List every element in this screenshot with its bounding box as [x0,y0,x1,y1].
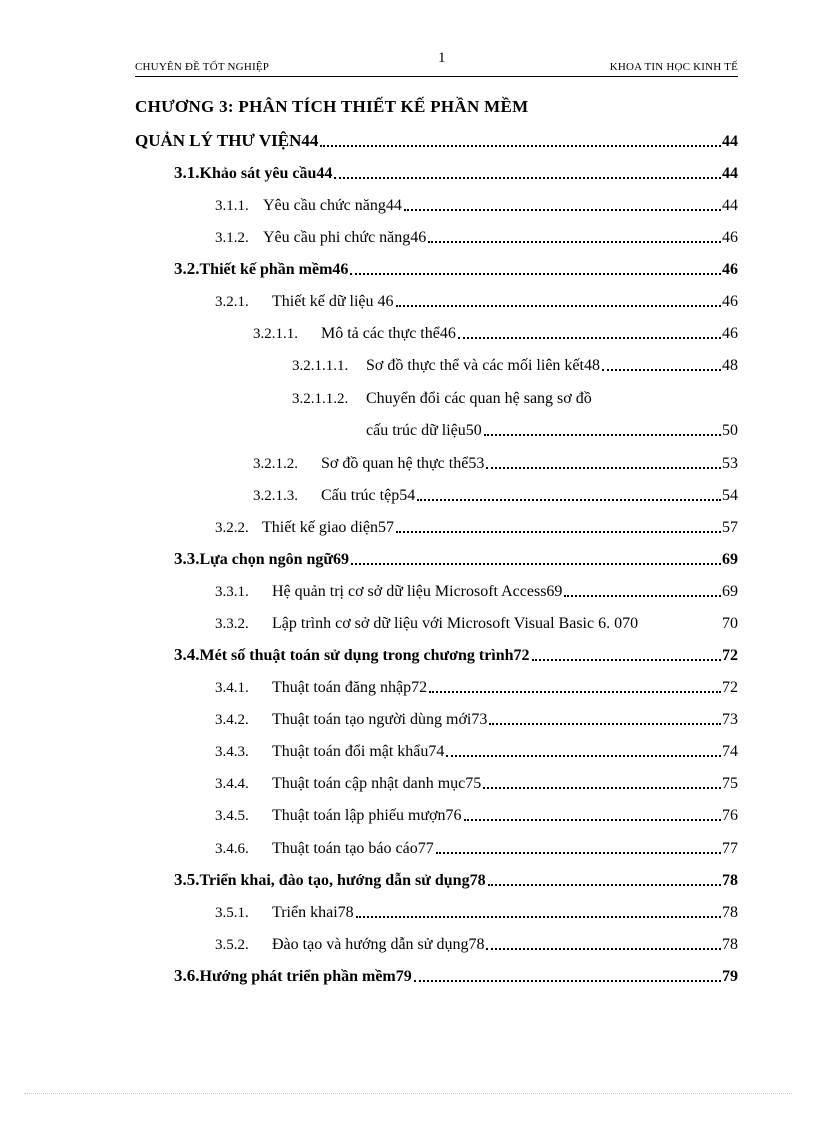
toc-title: Thiết kế dữ liệu 46 [272,293,394,310]
toc-leader [464,819,721,821]
toc-number: 3.4.1. [215,680,249,696]
toc-title: Chuyển đổi các quan hệ sang sơ đồ [366,390,592,407]
toc-page: 46 [722,293,738,310]
toc-number: 3.3.2. [215,616,249,632]
toc-number: 3.2.2. [215,520,249,536]
toc-title: cấu trúc dữ liệu50 [366,422,482,439]
toc-page: 46 [722,325,738,342]
toc-entry-3-1[interactable] [174,161,738,183]
toc-leader [483,787,721,789]
toc-title: Sơ đồ quan hệ thực thể53 [321,455,485,472]
toc-title: Yêu cầu phi chức năng46 [263,229,427,246]
toc-number: 3.2.1.3. [253,488,298,504]
toc-number: 3.4.3. [215,744,249,760]
toc-leader [351,563,721,565]
toc-page: 46 [722,229,738,246]
toc-number: 3.2.1.2. [253,456,298,472]
toc-entry-3-1-1[interactable] [215,193,738,215]
header-right-text: KHOA TIN HỌC KINH TẾ [609,61,738,73]
toc-leader [320,145,721,147]
toc-title: Lựa chọn ngôn ngữ69 [199,551,349,568]
toc-leader [446,755,721,757]
toc-entry-3-4-6[interactable] [215,836,738,858]
toc-leader [436,852,721,854]
toc-leader [486,467,721,469]
toc-leader [458,337,721,339]
toc-number: 3.2.1.1.1. [292,358,349,374]
toc-entry-chapter[interactable] [135,129,738,151]
toc-entry-3-2-1-1-2[interactable] [292,386,738,408]
toc-entry-3-2-1-3[interactable] [253,483,738,505]
toc-leader [428,241,721,243]
toc-entry-3-4-5[interactable] [215,803,738,825]
toc-entry-3-2-1-2[interactable] [253,451,738,473]
chapter-title: CHƯƠNG 3: PHÂN TÍCH THIẾT KẾ PHẦN MỀM [135,97,529,116]
toc-page: 73 [722,711,738,728]
toc-leader [532,659,721,661]
toc-number: 3.5.2. [215,937,249,953]
toc-entry-3-2[interactable] [174,257,738,279]
toc-entry-3-5-2[interactable] [215,932,738,954]
toc-entry-3-2-1-1[interactable] [253,321,738,343]
toc-title: Cấu trúc tệp54 [321,487,416,504]
toc-number: 3.3. [174,549,200,568]
toc-title: Hướng phát triển phần mềm79 [199,968,412,985]
toc-title: Thuật toán tạo báo cáo77 [272,840,434,857]
toc-number: 3.3.1. [215,584,249,600]
toc-page: 72 [722,679,738,696]
toc-page: 54 [722,487,738,504]
toc-number: 3.2.1.1.2. [292,391,349,407]
toc-entry-3-4[interactable] [174,643,738,665]
toc-title: Triển khai78 [272,904,354,921]
toc-page: 78 [722,936,738,953]
toc-page: 44 [722,133,738,150]
toc-leader [404,209,721,211]
toc-page: 70 [722,615,738,632]
toc-entry-3-3-1[interactable] [215,579,738,601]
toc-leader [350,273,721,275]
toc-page: 69 [722,551,738,568]
toc-number: 3.2.1.1. [253,326,298,342]
toc-leader [564,595,721,597]
toc-title: Triển khai, đào tạo, hướng dẫn sử dụng78 [199,872,486,889]
toc-number: 3.4.2. [215,712,249,728]
toc-title: Thuật toán đăng nhập72 [272,679,428,696]
toc-title: Khảo sát yêu cầu44 [199,165,333,182]
toc-entry-3-4-1[interactable] [215,675,738,697]
toc-entry-3-2-1-1-1[interactable] [292,353,738,375]
toc-entry-3-4-4[interactable] [215,771,738,793]
toc-page: 79 [722,968,738,985]
toc-page: 69 [722,583,738,600]
toc-entry-3-5[interactable] [174,868,738,890]
toc-number: 3.1. [174,163,200,182]
toc-page: 44 [722,165,738,182]
toc-entry-3-4-2[interactable] [215,707,738,729]
toc-number: 3.1.2. [215,230,249,246]
toc-page: 78 [722,872,738,889]
toc-number: 3.4.4. [215,776,249,792]
toc-page: 57 [722,519,738,536]
toc-number: 3.4.6. [215,841,249,857]
footer-divider [24,1093,792,1094]
toc-entry-3-2-1[interactable] [215,289,738,311]
toc-leader [334,177,721,179]
toc-leader [396,305,721,307]
toc-title: Thuật toán tạo người dùng mới73 [272,711,488,728]
toc-title: Hệ quản trị cơ sở dữ liệu Microsoft Access69 [272,583,563,600]
toc-title: Mô tả các thực thể46 [321,325,456,342]
toc-leader [489,723,721,725]
toc-page: 74 [722,743,738,760]
toc-number: 3.1.1. [215,198,249,214]
toc-number: 3.2.1. [215,294,249,310]
page-number: 1 [438,50,446,66]
toc-title: Yêu cầu chức năng44 [263,197,402,214]
toc-number: 3.4. [174,645,200,664]
toc-leader [488,884,721,886]
toc-page: 46 [722,261,738,278]
toc-leader [396,531,721,533]
toc-page: 72 [722,647,738,664]
toc-title: Thuật toán lập phiếu mượn76 [272,807,462,824]
toc-leader [602,369,721,371]
toc-entry-3-4-3[interactable] [215,739,738,761]
toc-number: 3.5. [174,870,200,889]
toc-entry-3-6[interactable] [174,964,738,986]
toc-title: Thuật toán cập nhật danh mục75 [272,775,482,792]
toc-page: 53 [722,455,738,472]
toc-title: Lập trình cơ sở dữ liệu với Microsoft Visual Basic 6. 070 [272,615,639,632]
toc-title: QUẢN LÝ THƯ VIỆN44 [135,131,319,150]
toc-entry-3-3[interactable] [174,547,738,569]
toc-page: 50 [722,422,738,439]
toc-page: 77 [722,840,738,857]
toc-entry-3-2-1-1-2-cont[interactable] [366,418,738,440]
toc-title: Đào tạo và hướng dẫn sử dụng78 [272,936,485,953]
toc-number: 3.2. [174,259,200,278]
toc-page: 75 [722,775,738,792]
toc-page: 78 [722,904,738,921]
toc-leader [429,691,721,693]
toc-leader [486,948,721,950]
toc-entry-3-5-1[interactable] [215,900,738,922]
toc-leader [417,499,721,501]
toc-page: 76 [722,807,738,824]
toc-number: 3.4.5. [215,808,249,824]
header-divider [135,76,738,77]
toc-page: 48 [722,357,738,374]
toc-leader [484,434,721,436]
toc-number: 3.5.1. [215,905,249,921]
toc-title: Thuật toán đổi mật khẩu74 [272,743,445,760]
toc-entry-3-1-2[interactable] [215,225,738,247]
toc-title: Thiết kế phần mềm46 [199,261,349,278]
toc-entry-3-2-2[interactable] [215,515,738,537]
toc-title: Sơ đồ thực thể và các mối liên kết48 [366,357,600,374]
toc-title: Mét số thuật toán sử dụng trong chương trình72 [199,647,530,664]
header-left-text: CHUYÊN ĐỀ TỐT NGHIỆP [135,61,270,73]
toc-page: 44 [722,197,738,214]
toc-title: Thiết kế giao diện57 [262,519,394,536]
toc-entry-3-3-2[interactable] [215,611,738,633]
toc-leader [356,916,721,918]
toc-leader [414,980,721,982]
toc-number: 3.6. [174,966,200,985]
